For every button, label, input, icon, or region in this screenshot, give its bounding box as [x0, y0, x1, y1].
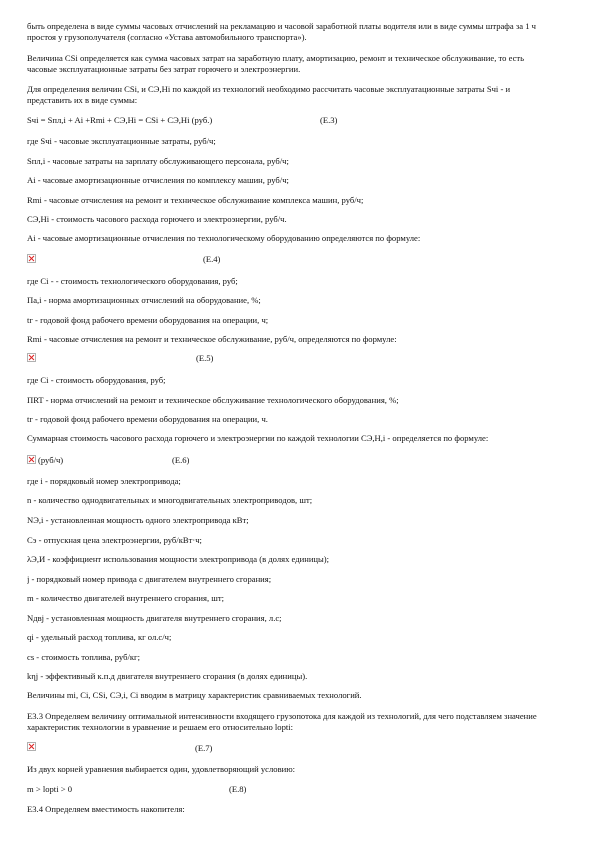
text-line: характеристик технологии в уравнение и решаем его относительно lopti: [27, 722, 294, 732]
text-line: Для определения величин CSi, и CЭ,Hi по каждой из технологий необходимо рассчитать часовые эксплуатационные затраты Sчi - и [27, 84, 511, 94]
text-line: часовые эксплуатационные затраты без затрат горючего и электроэнергии. [27, 64, 301, 74]
text-line: j - порядковый номер привода с двигателем внутреннего сгорания; [27, 574, 272, 584]
text-line: где Sчi - часовые эксплуатационные затраты, руб/ч; [27, 136, 216, 146]
formula-e8: m > lopti > 0 [27, 784, 73, 794]
text-line: tг - годовой фонд рабочего времени оборудования на операции, ч; [27, 315, 269, 325]
formula-e3: Sчi = Sпл,i + Ai +Rmi + CЭ,Hi = CSi + CЭ,Hi (руб.) [27, 115, 213, 125]
text-line: Величины mi, Ci, CSi, CЭ,i, Ci вводим в матрицу характеристик сравниваемых технологий. [27, 690, 362, 700]
text-line: n - количество однодвигательных и многодвигательных электроприводов, шт; [27, 495, 313, 505]
text-line: Суммарная стоимость часового расхода горючего и электроэнергии по каждой технологии CЭ,Н,i - определяется по формуле: [27, 433, 489, 443]
text-line: Ai - часовые амортизационные отчисления по комплексу машин, руб/ч; [27, 175, 289, 185]
text-line: где i - порядковый номер электропривода; [27, 476, 181, 486]
text-line: ПRT - норма отчислений на ремонт и техническое обслуживание технологического оборудования, %; [27, 395, 399, 405]
text-line: простоя у грузополучателя (согласно «Устава автомобильного транспорта»). [27, 32, 307, 42]
text-line: Ai - часовые амортизационные отчисления по технологическому оборудованию определяются по формуле: [27, 233, 421, 243]
formula-ref-e8: (Е.8) [229, 784, 247, 794]
text-line: Nдвj - установленная мощность двигателя внутреннего сгорания, л.с; [27, 613, 282, 623]
text-line: kηj - эффективный к.п.д двигателя внутреннего сгорания (в долях единицы). [27, 671, 308, 681]
formula-ref-e6: (Е.6) [172, 455, 190, 465]
text-line: cs - стоимость топлива, руб/кг; [27, 652, 140, 662]
text-line: представить их в виде суммы: [27, 95, 138, 105]
text-line: Rmi - часовые отчисления на ремонт и техническое обслуживание, руб/ч, определяются по формуле: [27, 334, 397, 344]
text-line: CЭ,Hi - стоимость часового расхода горючего и электроэнергии, руб/ч. [27, 214, 287, 224]
broken-image-icon [27, 742, 36, 751]
text-line: где Ci - стоимость оборудования, руб; [27, 375, 166, 385]
formula-ref-e5: (Е.5) [196, 353, 214, 363]
text-line: qi - удельный расход топлива, кг ол.с/ч; [27, 632, 172, 642]
text-line: Е3.3 Определяем величину оптимальной интенсивности входящего грузопотока для каждой из технологий, для чего подставляем значение [27, 711, 537, 721]
text-line: Величина CSi определяется как сумма часовых затрат на заработную плату, амортизацию, ремонт и техническое обслуживание, то есть [27, 53, 525, 63]
formula-unit-e6: (руб/ч) [38, 455, 64, 465]
text-line: NЭ,i - установленная мощность одного электропривода кВт; [27, 515, 249, 525]
text-line: m - количество двигателей внутреннего сгорания, шт; [27, 593, 225, 603]
text-line: Rmi - часовые отчисления на ремонт и техническое обслуживание комплекса машин, руб/ч; [27, 195, 364, 205]
formula-ref-e3: (Е.3) [320, 115, 338, 125]
text-line: Е3.4 Определяем вместимость накопителя: [27, 804, 185, 814]
text-line: λЭ,И - коэффициент использования мощности электропривода (в долях единицы); [27, 554, 330, 564]
text-line: быть определена в виде суммы часовых отчислений на рекламацию и часовой заработной платы водителя или в виде суммы штрафа за 1 ч [27, 21, 536, 31]
text-line: где Ci - - стоимость технологического оборудования, руб; [27, 276, 238, 286]
formula-ref-e4: (Е.4) [203, 254, 221, 264]
broken-image-icon [27, 353, 36, 362]
text-line: Из двух корней уравнения выбирается один, удовлетворяющий условию: [27, 764, 296, 774]
text-line: tг - годовой фонд рабочего времени оборудования на операции, ч. [27, 414, 268, 424]
formula-ref-e7: (Е.7) [195, 743, 213, 753]
broken-image-icon [27, 254, 36, 263]
text-line: Па,i - норма амортизационных отчислений на оборудование, %; [27, 295, 261, 305]
broken-image-icon [27, 455, 36, 464]
text-line: Cэ - отпускная цена электроэнергии, руб/кВт·ч; [27, 535, 202, 545]
text-line: Sпл,i - часовые затраты на зарплату обслуживающего персонала, руб/ч; [27, 156, 289, 166]
